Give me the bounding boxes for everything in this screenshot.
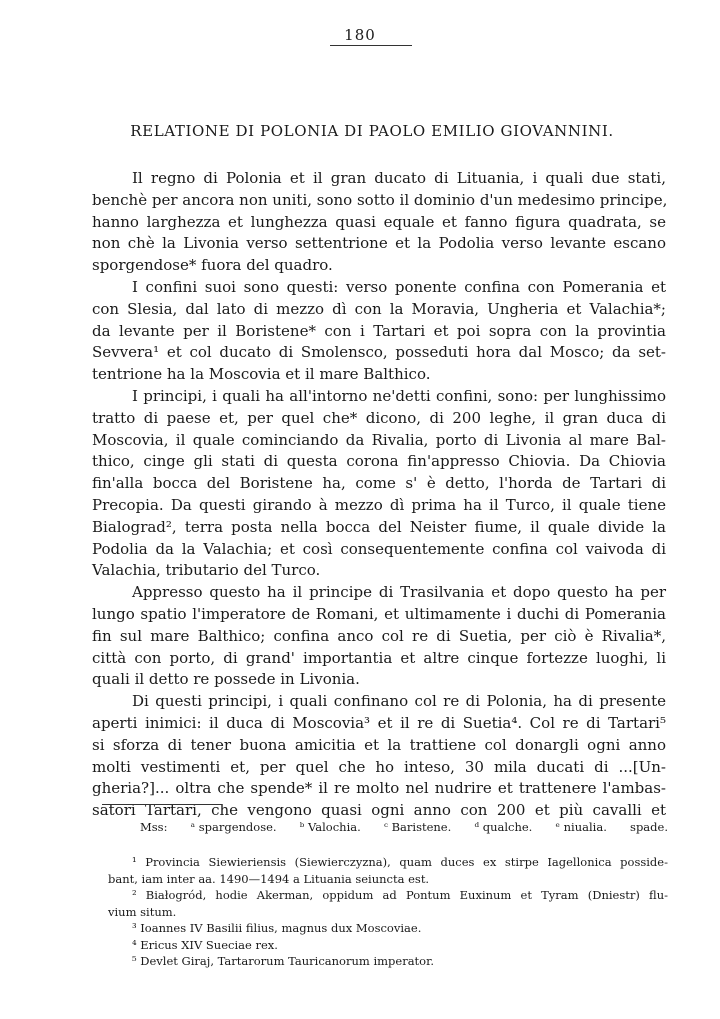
footnote-line: ² Białogród, hodie Akerman, oppidum ad Pontum Euxinum et Tyram (Dniestr) flu- <box>132 888 668 902</box>
mss-variant: ᵃ spargendose. <box>190 820 277 834</box>
body-line: Moscovia, il quale cominciando da Rivalia, porto di Livonia al mare Bal- <box>92 430 666 449</box>
body-line: Sevvera¹ et col ducato di Smolensco, posseduti hora dal Mosco; da set- <box>92 343 666 362</box>
page-number: 180 <box>344 26 376 44</box>
footnote <box>108 920 668 937</box>
body-line: con Slesia, dal lato di mezzo dì con la Moravia, Ungheria et Valachia*; <box>92 299 666 318</box>
footnote <box>108 953 668 970</box>
footnote <box>108 887 668 920</box>
body-line: aperti inimici: il duca di Moscovia³ et il re di Suetia⁴. Col re di Tartari⁵ <box>92 713 666 732</box>
body-line: fin'alla bocca del Boristene ha, come s' è detto, l'horda de Tartari di <box>92 474 666 493</box>
mss-variant: ᵇ Valochia. <box>299 820 361 834</box>
body-line: I confini suoi sono questi: verso ponente confina con Pomerania et <box>132 277 666 296</box>
body-line: fin sul mare Balthico; confina anco col re di Suetia, per ciò è Rivalia*, <box>92 626 666 645</box>
body-line: Precopia. Da questi girando à mezzo dì prima ha il Turco, il quale tiene <box>92 495 666 514</box>
footnote-line: ⁵ Devlet Giraj, Tartarorum Tauricanorum imperator. <box>132 954 434 968</box>
body-line: città con porto, di grand' importantia et altre cinque fortezze luoghi, li <box>92 648 666 667</box>
body-line: sporgendose* fuora del quadro. <box>92 256 333 275</box>
body-line: hanno larghezza et lunghezza quasi equale et fanno figura quadrata, se <box>92 212 666 231</box>
footnote-line: vium situm. <box>108 904 177 919</box>
footnotes <box>108 854 668 970</box>
body-line: da levante per il Boristene* con i Tartari et poi sopra con la provintia <box>92 321 666 340</box>
body-line: Bialograd², terra posta nella bocca del Neister fiume, il quale divide la <box>92 517 666 536</box>
manuscript-variants <box>140 820 668 834</box>
body-line: non chè la Livonia verso settentrione et la Podolia verso levante escano <box>92 234 666 253</box>
mss-variant: ᵉ niualia. <box>555 820 607 834</box>
footnote-rule <box>102 804 222 805</box>
body-line: gheria?]... oltra che spende* il re molto nel nudrire et trattenere l'ambas- <box>92 779 666 798</box>
body-line: Il regno di Polonia et il gran ducato di Lituania, i quali due stati, <box>132 169 666 187</box>
body-line: quali il detto re possede in Livonia. <box>92 670 360 689</box>
body-line: si sforza di tener buona amicitia et la trattiene col donargli ogni anno <box>92 735 666 754</box>
body-line: thico, cinge gli stati di questa corona fin'appresso Chiovia. Da Chiovia <box>92 452 666 471</box>
body-line: satori Tartari, che vengono quasi ogni anno con 200 et più cavalli et <box>92 801 666 820</box>
footnote-line: ³ Ioannes IV Basilii filius, magnus dux Moscoviae. <box>132 921 422 935</box>
body-line: Appresso questo ha il principe di Trasilvania et dopo questo ha per <box>132 583 666 602</box>
body-line: tratto di paese et, per quel che* dicono, di 200 leghe, il gran duca di <box>92 408 666 427</box>
body-line: Di questi principi, i quali confinano col re di Polonia, ha di presente <box>132 692 666 711</box>
mss-variant: ᵈ qualche. <box>474 820 533 834</box>
document-title: RELATIONE DI POLONIA DI PAOLO EMILIO GIOVANNINI. <box>130 122 614 140</box>
body-line: lungo spatio l'imperatore de Romani, et ultimamente i duchi di Pomerania <box>92 604 666 623</box>
body-line: I principi, i quali ha all'intorno ne'detti confini, sono: per lunghissimo <box>132 386 666 405</box>
body-line: Podolia da la Valachia; et così consequentemente confina col vaivoda di <box>92 539 666 558</box>
body-line: tentrione ha la Moscovia et il mare Balthico. <box>92 365 431 384</box>
mss-variant: ᶜ Baristene. <box>383 820 452 834</box>
footnote-line: bant, iam inter aa. 1490—1494 a Lituania seiuncta est. <box>108 871 430 886</box>
footnote <box>108 937 668 954</box>
body-line: molti vestimenti et, per quel che ho inteso, 30 mila ducati di ...[Un- <box>92 757 666 776</box>
footnote-line: ⁴ Ericus XIV Sueciae rex. <box>132 937 278 952</box>
body-line: Valachia, tributario del Turco. <box>92 561 321 580</box>
mss-variant: spade. <box>630 820 668 834</box>
body-text <box>92 168 666 822</box>
footnote-line: ¹ Provincia Siewieriensis (Siewierczyzna), quam duces ex stirpe Iagellonica posside- <box>132 855 668 869</box>
footnote <box>108 854 668 887</box>
page-number-rule <box>330 45 412 46</box>
mss-label: Mss: <box>140 820 168 834</box>
body-line: benchè per ancora non uniti, sono sotto il dominio d'un medesimo principe, <box>92 190 668 209</box>
